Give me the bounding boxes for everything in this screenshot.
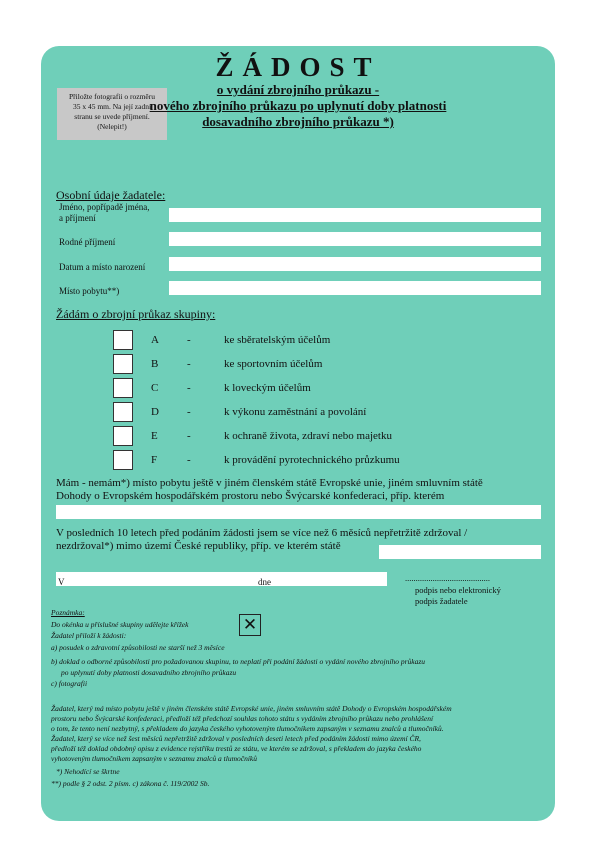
group-c-dash: - — [187, 382, 191, 394]
group-c-text: k loveckým účelům — [224, 382, 311, 394]
residence-field[interactable] — [169, 281, 541, 295]
group-f-dash: - — [187, 454, 191, 466]
group-d-letter: D — [151, 406, 159, 418]
note-line-3: a) posudek o zdravotní způsobilosti ne starší než 3 měsíce — [51, 643, 225, 652]
subtitle-line-3: dosavadního zbrojního průkazu *) — [202, 114, 394, 129]
group-b-text: ke sportovním účelům — [224, 358, 323, 370]
abroad-state-field[interactable] — [379, 545, 541, 559]
date-label: dne — [258, 577, 271, 587]
birth-surname-field[interactable] — [169, 232, 541, 246]
signature-label-1: podpis nebo elektronický — [415, 585, 501, 595]
group-e-checkbox[interactable] — [113, 426, 133, 446]
name-label: Jméno, popřípadě jména, a příjmení — [59, 202, 150, 223]
note-paragraph: Žadatel, který má místo pobytu ještě v jiném členském státě Evropské unie, jiném smluvním státě Dohody o Evropském hospodářském prostoru nebo Švýcarské konfederaci, předloží též předchozí souhlas tohoto státu s vydáním zbrojního průkazu nebo prohlášení o tom, že tento není nezbytný, s překladem do jazyka českého vyhotoveným tlumočníkem zapsaným v seznamu znalců a tlumočníků. Žadatel, který se více než šest měsíců nepřetržitě zdržoval v posledních deseti letech před podáním žádosti mimo území ČR, předloží též doklad obdobný opisu z evidence rejstříku trestů ze státu, ve kterém se zdržoval, s překladem do jazyka českého vyhotoveným tlumočníkem zapsaným v seznamu znalců a tlumočníků — [51, 704, 452, 763]
eu-state-field[interactable] — [56, 505, 541, 519]
group-b-checkbox[interactable] — [113, 354, 133, 374]
signature-line: ........................................ — [405, 573, 490, 583]
form-title: ŽÁDOST — [215, 52, 381, 82]
group-f-checkbox[interactable] — [113, 450, 133, 470]
subtitle-line-1: o vydání zbrojního průkazu - — [216, 82, 380, 97]
note-heading: Poznámka: — [51, 608, 85, 617]
residence-label: Místo pobytu**) — [59, 286, 120, 296]
birth-date-place-field[interactable] — [169, 257, 541, 271]
footnote-1: *) Nehodící se škrtne — [56, 767, 120, 776]
group-f-letter: F — [151, 454, 158, 466]
group-d-dash: - — [187, 406, 191, 418]
group-d-text: k výkonu zaměstnání a povolání — [224, 406, 367, 418]
photo-placeholder: Přiložte fotografii o rozměru 35 x 45 mm. Na její zadní stranu se uvede příjmení. (Nelepit!) — [57, 88, 167, 140]
note-line-6: c) fotografii — [51, 679, 88, 688]
group-f-text: k provádění pyrotechnického průzkumu — [224, 454, 400, 466]
group-d-checkbox[interactable] — [113, 402, 133, 422]
footnote-2: **) podle § 2 odst. 2 písm. c) zákona č. 119/2002 Sb. — [51, 779, 210, 788]
place-label: V — [58, 577, 65, 587]
abroad-text: V posledních 10 letech před podáním žádosti jsem se více než 6 měsíců nepřetržitě zdržoval / nezdržoval*) mimo území České republiky, příp. ve kterém státě — [56, 527, 468, 552]
subtitle-line-2: nového zbrojního průkazu po uplynutí doby platnosti — [149, 98, 447, 113]
note-line-5: po uplynutí doby platnosti dosavadního zbrojního průkazu — [61, 668, 237, 677]
note-line-1: Do okénka u příslušné skupiny udělejte křížek — [51, 620, 189, 629]
application-form — [41, 46, 555, 821]
group-c-letter: C — [151, 382, 159, 394]
note-line-2: Žadatel přiloží k žádosti: — [51, 631, 127, 640]
groups-heading: Žádám o zbrojní průkaz skupiny: — [56, 307, 216, 321]
group-a-checkbox[interactable] — [113, 330, 133, 350]
group-a-letter: A — [151, 334, 159, 346]
group-e-text: k ochraně života, zdraví nebo majetku — [224, 430, 392, 442]
group-b-dash: - — [187, 358, 191, 370]
group-e-letter: E — [151, 430, 158, 442]
example-cross-checkbox: ✕ — [239, 614, 261, 636]
signature-label-2: podpis žadatele — [415, 596, 468, 606]
eu-residence-text: Mám - nemám*) místo pobytu ještě v jiném členském státě Evropské unie, jiném smluvním státě Dohody o Evropském hospodářském prostoru nebo Švýcarské konfederaci, příp. kterém — [56, 477, 483, 502]
note-line-4: b) doklad o odborné způsobilosti pro požadovanou skupinu, to neplatí při podání žádosti o vydání nového zbrojního průkazu — [51, 657, 426, 666]
birth-surname-label: Rodné příjmení — [59, 237, 116, 247]
group-a-dash: - — [187, 334, 191, 346]
birth-date-place-label: Datum a místo narození — [59, 262, 146, 272]
group-a-text: ke sběratelským účelům — [224, 334, 331, 346]
group-c-checkbox[interactable] — [113, 378, 133, 398]
personal-heading: Osobní údaje žadatele: — [56, 188, 166, 202]
group-b-letter: B — [151, 358, 159, 370]
group-e-dash: - — [187, 430, 191, 442]
place-date-field[interactable] — [56, 572, 387, 586]
name-field[interactable] — [169, 208, 541, 222]
